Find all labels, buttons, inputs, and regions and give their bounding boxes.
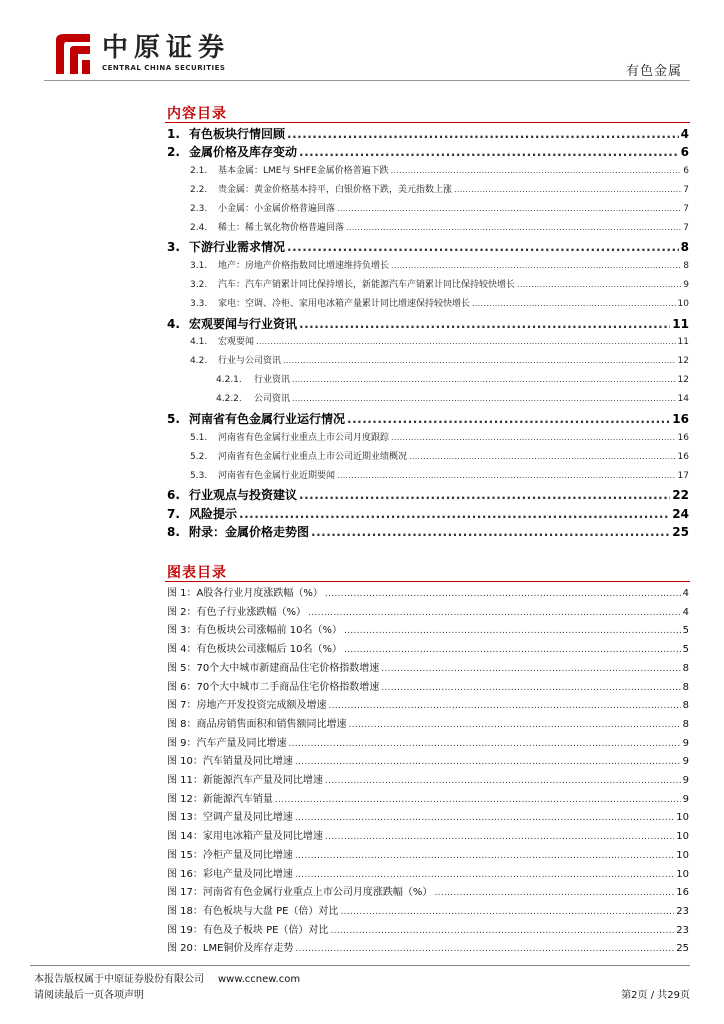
toc-entry-number: 7.: [167, 507, 180, 521]
figure-entry-page: 8: [682, 718, 689, 730]
figure-leader-dots: [308, 608, 681, 618]
toc-entry-page: 24: [672, 507, 689, 521]
figure-entry-page: 16: [676, 887, 689, 899]
toc-entry-page: 16: [677, 452, 689, 462]
toc-entry-number: 3.2.: [190, 280, 208, 290]
toc-entry-number: 6.: [167, 488, 180, 502]
figure-leader-dots: [295, 757, 681, 767]
toc-entry-number: 3.1.: [190, 261, 208, 271]
figure-entry[interactable]: [167, 621, 689, 635]
toc-entry[interactable]: [167, 238, 689, 256]
figure-entry[interactable]: [167, 603, 689, 617]
toc-leader-dots: [454, 185, 681, 194]
toc-leader-dots: [337, 204, 681, 213]
toc-entry[interactable]: [190, 220, 689, 234]
figure-leader-dots: [349, 720, 681, 730]
toc-leader-dots: [256, 337, 676, 346]
figure-entry-page: 5: [682, 625, 689, 637]
figure-entry[interactable]: [167, 883, 689, 897]
header-divider: [44, 80, 690, 81]
figure-leader-dots: [295, 813, 674, 823]
figure-leader-dots: [275, 795, 681, 805]
figure-entry-page: 8: [682, 662, 689, 674]
toc-entry[interactable]: [216, 372, 689, 386]
figure-leader-dots: [381, 664, 680, 674]
toc-entry[interactable]: [190, 430, 689, 444]
toc-entry[interactable]: [167, 523, 689, 541]
toc-leader-dots: [299, 488, 670, 502]
figure-entry-title: 图 1：A股各行业月度涨跌幅（%）: [167, 588, 323, 599]
toc-entry-title: 汽车：汽车产销累计同比保持增长，新能源汽车产销累计同比保持较快增长: [218, 280, 516, 290]
toc-entry-page: 12: [677, 375, 689, 385]
figure-entry-title: 图 19：有色及子板块 PE（倍）对比: [167, 924, 329, 936]
toc-entry-title: 公司资讯: [254, 394, 291, 404]
toc-entry-page: 16: [672, 412, 689, 426]
toc-entry-title: 家电：空调、冷柜、家用电冰箱产量累计同比增速保持较快增长: [218, 299, 471, 309]
toc-entry-title: 河南省有色金属行业近期要闻: [218, 471, 336, 481]
figure-entry-title: 图 4：有色板块公司涨幅后 10名（%）: [167, 644, 342, 656]
section-tag: 有色金属: [625, 64, 682, 79]
toc-entry-title: 贵金属：黄金价格基本持平，白银价格下跌，美元指数上涨: [218, 185, 453, 195]
figure-leader-dots: [325, 832, 674, 842]
toc-entry-page: 12: [677, 356, 689, 366]
toc-entry-number: 2.2.: [190, 185, 208, 195]
figure-entry-page: 4: [682, 606, 689, 618]
toc-leader-dots: [299, 145, 679, 159]
toc-entry-page: 4: [680, 127, 689, 141]
figure-entry[interactable]: [167, 584, 689, 598]
toc-entry-number: 5.3.: [190, 471, 208, 481]
figure-entry-title: 图 7：房地产开发投资完成额及增速: [167, 700, 327, 712]
toc-entry-number: 3.: [167, 240, 180, 254]
figure-entry[interactable]: [167, 808, 689, 822]
toc-leader-dots: [287, 127, 679, 141]
toc-entry-title: 附录：金属价格走势图: [189, 525, 310, 539]
toc-entry-number: 2.3.: [190, 204, 208, 214]
brand-name-cn: 中原证券: [102, 33, 231, 63]
figure-leader-dots: [330, 926, 674, 936]
toc-leader-dots: [287, 240, 679, 254]
figure-entry[interactable]: [167, 939, 689, 953]
figure-leader-dots: [325, 776, 681, 786]
toc-entry[interactable]: [167, 410, 689, 428]
toc-entry[interactable]: [167, 143, 689, 161]
toc-leader-dots: [299, 317, 670, 331]
figure-entry-page: 23: [676, 924, 689, 936]
toc-entry[interactable]: [190, 277, 689, 291]
toc-entry-title: 行业资讯: [254, 375, 291, 385]
toc-entry-page: 10: [677, 299, 689, 309]
figure-entry-page: 8: [682, 700, 689, 712]
toc-entry[interactable]: [190, 449, 689, 463]
toc-entry-page: 7: [683, 223, 689, 233]
toc-title-underline: [165, 122, 690, 123]
toc-entry-number: 4.: [167, 317, 180, 331]
toc-entry[interactable]: [190, 296, 689, 310]
figure-entry[interactable]: [167, 771, 689, 785]
figure-leader-dots: [329, 701, 681, 711]
figure-entry[interactable]: [167, 715, 689, 729]
page-number: 第2页 / 共29页: [621, 990, 690, 1001]
toc-entry-page: 8: [683, 261, 689, 271]
figure-entry-title: 图 2：有色子行业涨跌幅（%）: [167, 606, 307, 618]
toc-entry-number: 4.2.2.: [216, 394, 242, 404]
figure-entry-title: 图 20：LME铜价及库存走势: [167, 943, 294, 955]
toc-entry-title: 基本金属：LME与 SHFE金属价格普遍下跌: [218, 166, 389, 176]
toc-leader-dots: [391, 166, 682, 175]
figure-entry[interactable]: [167, 734, 689, 748]
footer-divider: [30, 965, 690, 966]
figure-entry-page: 9: [682, 793, 689, 805]
figure-entry-page: 9: [682, 756, 689, 768]
figure-entry-page: 23: [676, 905, 689, 917]
figure-entry[interactable]: [167, 846, 689, 860]
toc-entry-page: 6: [680, 145, 689, 159]
figure-leader-dots: [344, 626, 681, 636]
toc-entry-number: 8.: [167, 525, 180, 539]
toc-entry[interactable]: [190, 258, 689, 272]
figure-entry[interactable]: [167, 865, 689, 879]
figure-entry-title: 图 14：家用电冰箱产量及同比增速: [167, 831, 323, 843]
toc-leader-dots: [391, 261, 681, 270]
toc-entry-title: 宏观要闻与行业资讯: [189, 317, 298, 331]
figure-entry-page: 10: [676, 812, 689, 824]
brand-name-en: CENTRAL CHINA SECURITIES: [102, 64, 226, 72]
toc-entry-number: 2.: [167, 145, 180, 159]
toc-entry-title: 小金属：小金属价格普遍回落: [218, 204, 336, 214]
figures-title: 图表目录: [167, 565, 227, 581]
toc-entry-title: 有色板块行情回顾: [189, 127, 286, 141]
toc-leader-dots: [311, 525, 670, 539]
toc-leader-dots: [292, 375, 676, 384]
toc-entry-title: 行业与公司资讯: [218, 356, 282, 366]
toc-leader-dots: [517, 280, 681, 289]
footer-notice: 请阅读最后一页各项声明: [34, 990, 144, 1001]
toc-entry-number: 5.1.: [190, 433, 208, 443]
toc-entry-number: 5.: [167, 412, 180, 426]
figure-entry[interactable]: [167, 921, 689, 935]
figure-entry-title: 图 10：汽车销量及同比增速: [167, 756, 293, 768]
toc-entry-page: 9: [683, 280, 689, 290]
toc-entry[interactable]: [190, 163, 689, 177]
figure-entry-page: 9: [682, 775, 689, 786]
toc-entry-page: 7: [683, 185, 689, 195]
figure-entry[interactable]: [167, 827, 689, 841]
toc-entry-title: 行业观点与投资建议: [189, 488, 298, 502]
figure-entry[interactable]: [167, 640, 689, 654]
toc-entry-page: 8: [680, 240, 689, 254]
footer-url-link[interactable]: www.ccnew.com: [218, 974, 301, 985]
toc-entry-page: 25: [672, 525, 689, 539]
toc-entry-page: 14: [677, 394, 689, 404]
toc-leader-dots: [337, 471, 676, 480]
figure-entry-title: 图 6：70个大中城市二手商品住宅价格指数增速: [167, 681, 380, 693]
figure-leader-dots: [295, 870, 674, 880]
figure-entry-title: 图 11：新能源汽车产量及同比增速: [167, 775, 323, 786]
figure-leader-dots: [289, 739, 681, 749]
toc-leader-dots: [292, 394, 676, 403]
toc-entry-page: 11: [672, 317, 689, 331]
toc-entry-number: 3.3.: [190, 299, 208, 309]
toc-entry-title: 河南省有色金属行业运行情况: [189, 412, 346, 426]
figure-entry-title: 图 13：空调产量及同比增速: [167, 812, 293, 824]
figure-entry-page: 10: [676, 831, 689, 843]
figure-entry-page: 5: [682, 644, 689, 656]
figure-leader-dots: [381, 683, 680, 693]
toc-entry-title: 河南省有色金属行业重点上市公司月度跟踪: [218, 433, 390, 443]
toc-entry-number: 2.1.: [190, 166, 208, 176]
toc-title: 内容目录: [167, 106, 227, 122]
toc-entry[interactable]: [190, 353, 689, 367]
figure-entry[interactable]: [167, 752, 689, 766]
toc-leader-dots: [239, 507, 670, 521]
toc-leader-dots: [283, 356, 676, 365]
figure-entry-title: 图 12：新能源汽车销量: [167, 793, 273, 805]
toc-entry[interactable]: [167, 486, 689, 504]
toc-entry-title: 地产：房地产价格指数同比增速维持负增长: [218, 261, 390, 271]
figure-leader-dots: [325, 589, 681, 599]
toc-entry-page: 22: [672, 488, 689, 502]
toc-entry-number: 4.2.: [190, 356, 208, 366]
toc-entry[interactable]: [190, 468, 689, 482]
figure-entry-title: 图 16：彩电产量及同比增速: [167, 868, 293, 880]
toc-entry-number: 2.4.: [190, 223, 208, 233]
toc-entry[interactable]: [190, 182, 689, 196]
figure-entry[interactable]: [167, 678, 689, 692]
figure-entry-page: 9: [682, 737, 689, 749]
toc-entry-page: 6: [683, 166, 689, 176]
footer-copyright: 本报告版权属于中原证券股份有限公司: [34, 974, 204, 985]
figure-leader-dots: [295, 851, 674, 861]
central-china-securities-logo-icon: [50, 32, 96, 76]
figure-entry-page: 10: [676, 868, 689, 880]
toc-entry[interactable]: [167, 505, 689, 523]
figures-title-underline: [165, 581, 690, 582]
toc-entry-number: 4.2.1.: [216, 375, 242, 385]
toc-entry-number: 4.1.: [190, 337, 208, 347]
figure-leader-dots: [344, 645, 681, 655]
toc-entry-title: 河南省有色金属行业重点上市公司近期业绩概况: [218, 452, 408, 462]
toc-entry[interactable]: [216, 391, 689, 405]
toc-entry-number: 5.2.: [190, 452, 208, 462]
toc-entry[interactable]: [190, 334, 689, 348]
toc-leader-dots: [391, 433, 676, 442]
figure-entry-title: 图 17：河南省有色金属行业重点上市公司月度涨跌幅（%）: [167, 887, 433, 899]
toc-leader-dots: [347, 412, 670, 426]
toc-entry-title: 下游行业需求情况: [189, 240, 286, 254]
toc-entry[interactable]: [167, 125, 689, 143]
toc-leader-dots: [409, 452, 676, 461]
figure-leader-dots: [295, 944, 674, 954]
figure-entry-page: 10: [676, 849, 689, 861]
toc-entry-page: 16: [677, 433, 689, 443]
figure-entry-page: 25: [676, 943, 689, 955]
figure-leader-dots: [340, 907, 674, 917]
toc-entry-page: 11: [677, 337, 689, 347]
figure-entry-page: 4: [682, 588, 689, 599]
figure-entry[interactable]: [167, 790, 689, 804]
toc-entry[interactable]: [167, 315, 689, 333]
toc-entry-title: 稀土：稀土氧化物价格普遍回落: [218, 223, 345, 233]
toc-entry[interactable]: [190, 201, 689, 215]
figure-leader-dots: [434, 888, 674, 898]
toc-leader-dots: [346, 223, 681, 232]
toc-entry-number: 1.: [167, 127, 180, 141]
figure-entry-title: 图 9：汽车产量及同比增速: [167, 737, 287, 749]
figure-entry[interactable]: [167, 659, 689, 673]
figure-entry[interactable]: [167, 902, 689, 916]
footer-copyright-line: [34, 970, 300, 985]
toc-entry-title: 宏观要闻: [218, 337, 255, 347]
page-header: [0, 0, 724, 90]
toc-entry-title: 金属价格及库存变动: [189, 145, 298, 159]
figure-entry[interactable]: [167, 696, 689, 710]
toc-entry-title: 风险提示: [189, 507, 238, 521]
toc-entry-page: 17: [677, 471, 689, 481]
figure-entry-title: 图 3：有色板块公司涨幅前 10名（%）: [167, 625, 342, 637]
figure-entry-title: 图 15：冷柜产量及同比增速: [167, 849, 293, 861]
figure-entry-title: 图 5：70个大中城市新建商品住宅价格指数增速: [167, 662, 380, 674]
figure-entry-title: 图 18：有色板块与大盘 PE（倍）对比: [167, 905, 339, 917]
toc-entry-page: 7: [683, 204, 689, 214]
figure-entry-title: 图 8：商品房销售面积和销售额同比增速: [167, 718, 347, 730]
toc-leader-dots: [472, 299, 676, 308]
figure-entry-page: 8: [682, 681, 689, 693]
